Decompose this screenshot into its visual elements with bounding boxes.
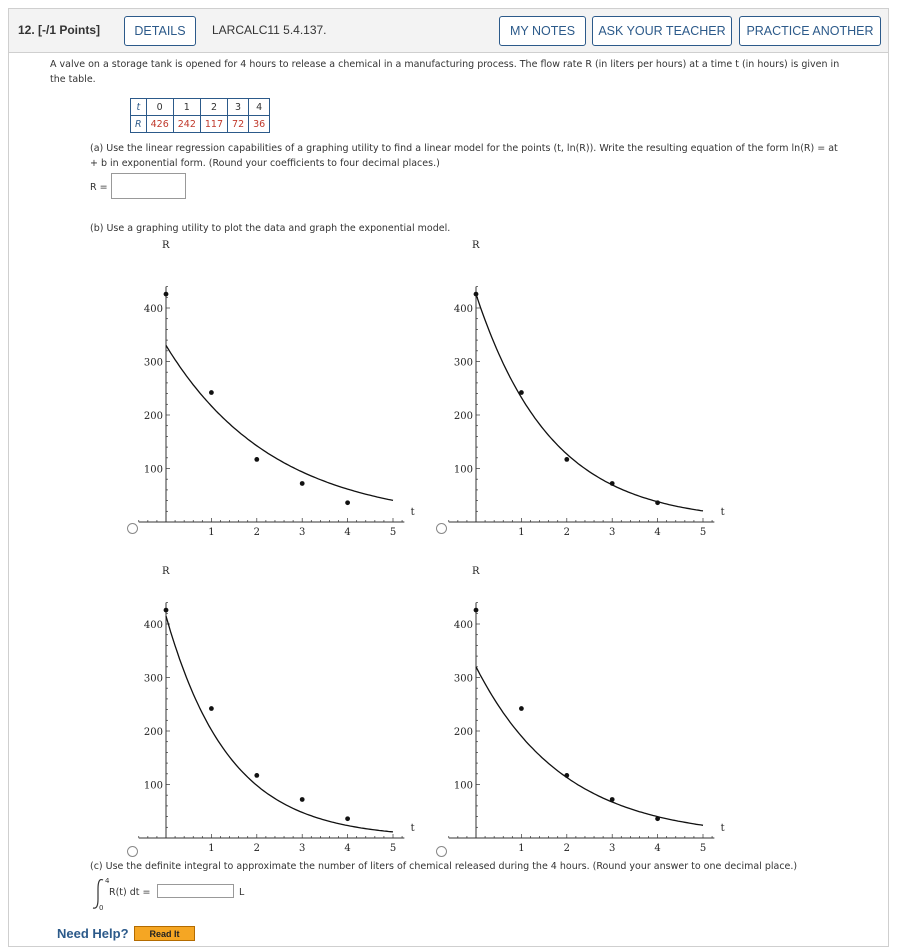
y-tick-label: 200 [453, 727, 473, 738]
radio-option-3[interactable] [127, 846, 138, 857]
part-c-text: (c) Use the definite integral to approximate the number of liters of chemical released during the 4 hours. (Round your answer to one decimal place.) [90, 861, 798, 872]
data-point [164, 292, 169, 297]
part-a-prefix: R = [90, 182, 108, 193]
y-tick-label: 300 [453, 673, 473, 685]
y-tick-label: 100 [453, 464, 473, 476]
data-point [254, 773, 259, 778]
model-curve [476, 294, 703, 511]
table-cell: 72 [228, 116, 249, 133]
part-a-line1: (a) Use the linear regression capabilities of a graphing utility to find a linear model for the points (t, ln(R)). Write the resulting equation of the form ln(R) = at [90, 143, 838, 154]
table-cell: 3 [228, 99, 249, 116]
graph-option-4 [435, 562, 725, 852]
y-tick-label: 300 [453, 357, 473, 369]
data-point [519, 706, 524, 711]
x-tick-label: 2 [253, 527, 260, 538]
x-tick-label: 2 [563, 843, 570, 854]
y-tick-label: 300 [143, 673, 163, 685]
table-cell: 2 [200, 99, 227, 116]
data-point [254, 457, 259, 462]
data-point [164, 608, 169, 613]
x-axis-label: t [720, 507, 725, 518]
data-point [345, 816, 350, 821]
read-it-button[interactable]: Read It [134, 926, 195, 941]
data-point [655, 500, 660, 505]
model-curve [476, 667, 703, 826]
y-tick-label: 400 [143, 304, 163, 315]
y-axis-label: R [162, 566, 170, 577]
data-point [610, 481, 615, 486]
data-point [655, 816, 660, 821]
part-a-answer-input[interactable] [111, 173, 186, 199]
data-point [209, 390, 214, 395]
data-point [474, 608, 479, 613]
graph-option-3 [125, 562, 415, 852]
details-button[interactable]: DETAILS [124, 16, 196, 46]
data-table [130, 98, 270, 133]
x-tick-label: 1 [208, 843, 215, 854]
table-cell: 1 [173, 99, 200, 116]
x-tick-label: 4 [654, 527, 661, 538]
table-cell: 36 [249, 116, 270, 133]
x-axis-label: t [720, 823, 725, 834]
table-cell: 117 [200, 116, 227, 133]
y-tick-label: 400 [453, 304, 473, 315]
data-point [610, 797, 615, 802]
y-tick-label: 200 [143, 727, 163, 738]
x-tick-label: 1 [518, 843, 525, 854]
table-row-r [131, 116, 270, 133]
problem-code: LARCALC11 5.4.137. [212, 23, 327, 37]
y-tick-label: 400 [453, 620, 473, 631]
problem-intro-line1: A valve on a storage tank is opened for 4 hours to release a chemical in a manufacturing process. The flow rate R (in liters per hours) at a time t (in hours) is given in [50, 59, 840, 70]
x-tick-label: 3 [609, 527, 616, 538]
x-tick-label: 5 [389, 843, 397, 854]
data-point [300, 481, 305, 486]
x-tick-label: 4 [344, 843, 351, 854]
table-cell: 4 [249, 99, 270, 116]
part-b-text: (b) Use a graphing utility to plot the data and graph the exponential model. [90, 223, 451, 234]
y-axis-label: R [472, 240, 480, 251]
x-tick-label: 4 [344, 527, 351, 538]
data-point [519, 390, 524, 395]
y-tick-label: 200 [453, 411, 473, 422]
x-tick-label: 2 [563, 527, 570, 538]
x-tick-label: 5 [389, 527, 397, 538]
data-point [564, 457, 569, 462]
x-tick-label: 3 [299, 527, 306, 538]
table-row-t [131, 99, 270, 116]
y-axis-label: R [162, 240, 170, 251]
part-c-answer-input[interactable] [157, 884, 234, 898]
ask-teacher-button[interactable]: ASK YOUR TEACHER [592, 16, 732, 46]
integral-expression: R(t) dt = [109, 887, 151, 898]
x-tick-label: 1 [208, 527, 215, 538]
x-tick-label: 2 [253, 843, 260, 854]
y-tick-label: 100 [453, 780, 473, 792]
integral-upper-limit: 4 [105, 877, 110, 885]
x-tick-label: 1 [518, 527, 525, 538]
graph-option-1 [125, 236, 415, 536]
question-number: 12. [-/1 Points] [18, 23, 101, 37]
need-help-label: Need Help? [57, 926, 129, 941]
x-tick-label: 4 [654, 843, 661, 854]
data-point [345, 500, 350, 505]
y-tick-label: 100 [143, 464, 163, 476]
units-label: L [239, 887, 245, 898]
data-point [474, 292, 479, 297]
table-cell: 426 [146, 116, 173, 133]
y-tick-label: 200 [143, 411, 163, 422]
data-point [564, 773, 569, 778]
table-cell: 0 [146, 99, 173, 116]
table-cell: 242 [173, 116, 200, 133]
data-point [300, 797, 305, 802]
table-header-t: t [131, 99, 147, 116]
radio-option-1[interactable] [127, 523, 138, 534]
y-tick-label: 400 [143, 620, 163, 631]
problem-intro-line2: the table. [50, 74, 96, 85]
y-tick-label: 100 [143, 780, 163, 792]
integral-lower-limit: 0 [99, 904, 104, 912]
model-curve [166, 345, 393, 500]
x-tick-label: 5 [699, 527, 707, 538]
radio-option-4[interactable] [436, 846, 447, 857]
my-notes-button[interactable]: MY NOTES [499, 16, 586, 46]
table-header-r: R [131, 116, 147, 133]
x-tick-label: 3 [299, 843, 306, 854]
radio-option-2[interactable] [436, 523, 447, 534]
x-tick-label: 5 [699, 843, 707, 854]
data-point [209, 706, 214, 711]
part-a-line2: + b in exponential form. (Round your coefficients to four decimal places.) [90, 158, 440, 169]
graph-option-2 [435, 236, 725, 536]
practice-another-button[interactable]: PRACTICE ANOTHER [739, 16, 881, 46]
x-axis-label: t [410, 507, 415, 518]
model-curve [166, 616, 393, 832]
x-tick-label: 3 [609, 843, 616, 854]
y-tick-label: 300 [143, 357, 163, 369]
x-axis-label: t [410, 823, 415, 834]
y-axis-label: R [472, 566, 480, 577]
